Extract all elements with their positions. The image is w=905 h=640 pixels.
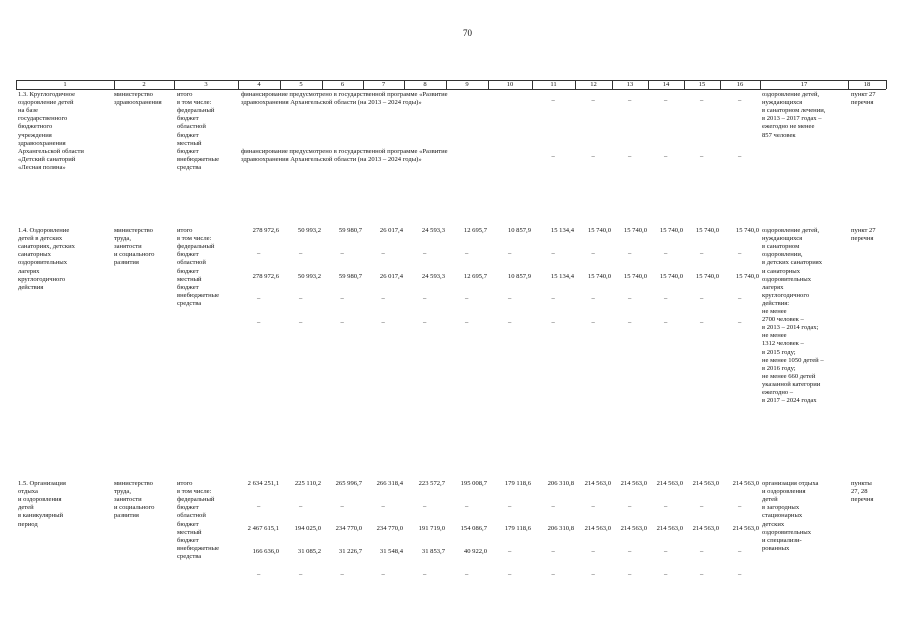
funding-source-label: средства	[177, 299, 202, 307]
financing-note: финансирование предусмотрено в государственной программе «Развитие	[241, 148, 448, 155]
dash-cell: –	[551, 571, 555, 578]
funding-source-label: бюджет	[177, 504, 199, 512]
value-cell: 26 017,4	[379, 227, 403, 234]
value-cell: 59 980,7	[338, 273, 362, 280]
value-cell: 12 695,7	[463, 227, 487, 234]
expected-result: и оздоровления	[762, 488, 806, 496]
dash-cell: –	[423, 250, 427, 257]
value-cell: 26 017,4	[379, 273, 403, 280]
expected-result: не менее	[762, 308, 787, 315]
value-cell: 10 857,9	[507, 273, 531, 280]
dash-cell: –	[381, 295, 385, 302]
funding-source-label: федеральный	[177, 496, 215, 504]
dash-cell: –	[299, 503, 303, 510]
funding-source-label: федеральный	[177, 243, 215, 251]
row-title: учреждения	[18, 131, 52, 139]
header-cell: 5	[299, 81, 303, 88]
dash-cell: –	[591, 250, 595, 257]
dash-cell: –	[465, 503, 469, 510]
dash-cell: –	[628, 319, 632, 326]
value-cell: 214 563,0	[584, 480, 611, 487]
dash-cell: –	[551, 503, 555, 510]
value-cell: 15 134,4	[550, 227, 574, 234]
dash-cell: –	[664, 250, 668, 257]
expected-result: ежегодно –	[762, 389, 794, 396]
responsible-executor: министерство	[114, 91, 153, 98]
expected-result: в санаторном лечении,	[762, 107, 826, 115]
dash-cell: –	[508, 295, 512, 302]
dash-cell: –	[551, 319, 555, 326]
value-cell: 179 118,6	[504, 480, 531, 487]
reference: перечня	[851, 235, 874, 243]
dash-cell: –	[508, 571, 512, 578]
row-title: детей в детских	[18, 235, 63, 243]
header-cell: 6	[340, 81, 345, 88]
value-cell: 15 134,4	[550, 273, 574, 280]
value-cell: 214 563,0	[656, 480, 683, 487]
dash-cell: –	[664, 295, 668, 302]
funding-source-label: бюджет	[177, 251, 199, 259]
value-cell: 50 993,2	[297, 227, 321, 234]
dash-cell: –	[551, 250, 555, 257]
row-title: государственного	[18, 115, 68, 123]
row-title: Архангельской области	[18, 147, 84, 155]
value-cell: 24 593,3	[421, 227, 445, 234]
expected-result: в детских санаториях	[762, 259, 823, 267]
dash-cell: –	[257, 571, 261, 578]
header-cell: 3	[204, 81, 208, 88]
dash-cell: –	[628, 548, 632, 555]
row-title: 1.3. Круглогодичное	[18, 91, 76, 98]
dash-cell: –	[340, 295, 344, 302]
responsible-executor: развития	[114, 512, 139, 520]
value-cell: 59 980,7	[338, 227, 362, 234]
header-cell: 1	[63, 81, 67, 88]
dash-cell: –	[700, 548, 704, 555]
dash-cell: –	[465, 295, 469, 302]
dash-cell: –	[700, 97, 704, 104]
reference: пункты	[851, 480, 872, 487]
value-cell: 191 719,0	[418, 525, 445, 532]
dash-cell: –	[340, 319, 344, 326]
expected-result: ежегодно не менее	[762, 123, 815, 131]
row-title: детей	[18, 504, 34, 512]
funding-source-label: итого	[177, 91, 193, 98]
dash-cell: –	[738, 319, 742, 326]
value-cell: 15 740,0	[695, 273, 719, 280]
value-cell: 206 310,8	[547, 525, 574, 532]
funding-source-label: итого	[177, 480, 193, 487]
dash-cell: –	[738, 295, 742, 302]
value-cell: 15 740,0	[623, 227, 647, 234]
row-title: на базе	[18, 107, 38, 115]
value-cell: 31 085,2	[297, 548, 321, 555]
funding-source-label: внебюджетные	[177, 291, 220, 299]
dash-cell: –	[257, 503, 261, 510]
dash-cell: –	[738, 97, 742, 104]
value-cell: 40 922,0	[463, 548, 487, 555]
value-cell: 31 548,4	[379, 548, 403, 555]
dash-cell: –	[664, 97, 668, 104]
dash-cell: –	[738, 548, 742, 555]
financing-note: финансирование предусмотрено в государственной программе «Развитие	[241, 91, 448, 98]
funding-source-label: внебюджетные	[177, 155, 220, 163]
value-cell: 265 996,7	[335, 480, 362, 487]
dash-cell: –	[299, 571, 303, 578]
funding-source-label: местный	[177, 275, 202, 283]
responsible-executor: труда,	[114, 488, 131, 496]
dash-cell: –	[508, 548, 512, 555]
value-cell: 278 972,6	[252, 273, 279, 280]
expected-result: нуждающихся	[762, 99, 803, 107]
dash-cell: –	[700, 319, 704, 326]
value-cell: 223 572,7	[418, 480, 445, 487]
expected-result: 2700 человек –	[762, 316, 804, 324]
value-cell: 31 226,7	[338, 548, 362, 555]
expected-result: оздоровительных	[762, 528, 812, 536]
dash-cell: –	[628, 153, 632, 160]
dash-cell: –	[591, 571, 595, 578]
row-title: санаторных	[18, 251, 51, 259]
value-cell: 194 025,0	[294, 525, 321, 532]
row-title: санаториях, детских	[18, 243, 75, 251]
responsible-executor: развития	[114, 259, 139, 267]
expected-result: стационарных	[762, 512, 803, 520]
dash-cell: –	[551, 97, 555, 104]
funding-source-label: федеральный	[177, 107, 215, 115]
reference: пункт 27	[851, 91, 876, 98]
dash-cell: –	[664, 571, 668, 578]
header-cell: 18	[863, 81, 871, 88]
header-cell: 8	[423, 81, 427, 88]
header-cell: 2	[142, 81, 146, 88]
dash-cell: –	[465, 571, 469, 578]
dash-cell: –	[591, 503, 595, 510]
expected-result: организация отдыха	[762, 480, 819, 487]
dash-cell: –	[628, 250, 632, 257]
header-cell: 7	[381, 81, 386, 88]
dash-cell: –	[508, 503, 512, 510]
value-cell: 15 740,0	[623, 273, 647, 280]
row-title: бюджетного	[18, 123, 53, 131]
expected-result: круглогодичного	[762, 291, 810, 299]
dash-cell: –	[381, 571, 385, 578]
dash-cell: –	[700, 571, 704, 578]
dash-cell: –	[299, 250, 303, 257]
dash-cell: –	[423, 319, 427, 326]
dash-cell: –	[340, 571, 344, 578]
page-number: 70	[463, 28, 472, 38]
financing-note: здравоохранения Архангельской области (на 2013 – 2024 годы)»	[241, 156, 422, 164]
funding-source-label: бюджет	[177, 147, 199, 155]
funding-source-label: бюджет	[177, 115, 199, 123]
expected-result: лагерях	[762, 283, 784, 291]
dash-cell: –	[257, 250, 261, 257]
value-cell: 214 563,0	[620, 525, 647, 532]
value-cell: 214 563,0	[732, 525, 759, 532]
dash-cell: –	[551, 295, 555, 302]
value-cell: 2 634 251,1	[247, 480, 279, 487]
header-cell: 9	[465, 81, 469, 88]
expected-result: и специализи-	[762, 536, 802, 544]
dash-cell: –	[738, 153, 742, 160]
value-cell: 225 110,2	[294, 480, 321, 487]
row-title: здравоохранения	[18, 139, 66, 147]
expected-result: в загородных	[762, 504, 800, 512]
value-cell: 10 857,9	[507, 227, 531, 234]
value-cell: 31 853,7	[421, 548, 445, 555]
dash-cell: –	[628, 97, 632, 104]
dash-cell: –	[738, 250, 742, 257]
value-cell: 24 593,3	[421, 273, 445, 280]
header-cell: 14	[662, 81, 670, 88]
dash-cell: –	[700, 250, 704, 257]
value-cell: 154 086,7	[460, 525, 487, 532]
financing-note: здравоохранения Архангельской области (на 2013 – 2024 годы)»	[241, 99, 422, 107]
expected-result: в 2013 – 2014 годах;	[762, 324, 819, 332]
expected-result: 857 человек	[762, 131, 796, 139]
funding-source-label: областной	[177, 259, 206, 267]
expected-result: не менее 1050 детей –	[762, 356, 824, 364]
dash-cell: –	[628, 295, 632, 302]
value-cell: 214 563,0	[692, 525, 719, 532]
value-cell: 179 118,6	[504, 525, 531, 532]
value-cell: 15 740,0	[695, 227, 719, 234]
value-cell: 166 636,0	[252, 548, 279, 555]
reference: перечня	[851, 496, 874, 504]
dash-cell: –	[423, 295, 427, 302]
header-cell: 4	[257, 81, 261, 88]
value-cell: 15 740,0	[659, 227, 683, 234]
value-cell: 214 563,0	[692, 480, 719, 487]
funding-source-label: бюджет	[177, 267, 199, 275]
responsible-executor: и социального	[114, 504, 155, 512]
value-cell: 214 563,0	[656, 525, 683, 532]
dash-cell: –	[257, 319, 261, 326]
funding-source-label: местный	[177, 139, 202, 147]
dash-cell: –	[591, 548, 595, 555]
dash-cell: –	[664, 548, 668, 555]
dash-cell: –	[738, 571, 742, 578]
header-cell: 10	[506, 81, 514, 88]
dash-cell: –	[628, 503, 632, 510]
row-title: действия	[18, 283, 44, 291]
row-title: и оздоровления	[18, 496, 62, 504]
value-cell: 15 740,0	[659, 273, 683, 280]
header-cell: 13	[626, 81, 634, 88]
funding-source-label: в том числе:	[177, 488, 212, 496]
dash-cell: –	[700, 503, 704, 510]
expected-result: в 2015 году;	[762, 348, 796, 356]
dash-cell: –	[381, 503, 385, 510]
value-cell: 234 770,0	[335, 525, 362, 532]
row-title: в каникулярный	[18, 512, 64, 520]
funding-source-label: бюджет	[177, 520, 199, 528]
expected-result: нуждающихся	[762, 235, 803, 243]
expected-result: детей	[762, 496, 778, 504]
header-cell: 16	[736, 81, 744, 88]
dash-cell: –	[340, 503, 344, 510]
dash-cell: –	[423, 503, 427, 510]
dash-cell: –	[591, 319, 595, 326]
funding-source-label: областной	[177, 123, 206, 131]
value-cell: 15 740,0	[735, 273, 759, 280]
dash-cell: –	[700, 295, 704, 302]
row-title: лагерях	[18, 267, 40, 275]
responsible-executor: труда,	[114, 235, 131, 243]
dash-cell: –	[551, 153, 555, 160]
value-cell: 15 740,0	[735, 227, 759, 234]
value-cell: 234 770,0	[376, 525, 403, 532]
funding-source-label: местный	[177, 528, 202, 536]
value-cell: 206 310,8	[547, 480, 574, 487]
value-cell: 214 563,0	[584, 525, 611, 532]
funding-source-label: итого	[177, 227, 193, 234]
dash-cell: –	[299, 319, 303, 326]
expected-result: оздоровлении,	[762, 251, 803, 259]
expected-result: в 2017 – 2024 годах	[762, 397, 817, 405]
expected-result: в 2016 году;	[762, 364, 796, 372]
row-title: отдыха	[18, 488, 38, 496]
responsible-executor: и социального	[114, 251, 155, 259]
row-title: круглогодичного	[18, 275, 66, 283]
expected-result: оздоровление детей,	[762, 227, 820, 234]
header-cell: 15	[698, 81, 706, 88]
expected-result: в санаторном	[762, 243, 800, 251]
row-title: 1.5. Организация	[18, 480, 66, 487]
dash-cell: –	[381, 319, 385, 326]
row-title: оздоровление детей	[18, 99, 74, 107]
dash-cell: –	[508, 250, 512, 257]
expected-result: не менее	[762, 332, 787, 340]
dash-cell: –	[340, 250, 344, 257]
responsible-executor: занятости	[114, 496, 142, 504]
expected-result: действия:	[762, 299, 790, 307]
expected-result: и санаторных	[762, 267, 801, 275]
funding-source-label: в том числе:	[177, 99, 212, 107]
dash-cell: –	[591, 295, 595, 302]
column-divider	[886, 80, 887, 89]
dash-cell: –	[381, 250, 385, 257]
value-cell: 278 972,6	[252, 227, 279, 234]
value-cell: 2 467 615,1	[247, 525, 279, 532]
value-cell: 50 993,2	[297, 273, 321, 280]
dash-cell: –	[591, 97, 595, 104]
table-header-border	[16, 89, 886, 90]
dash-cell: –	[465, 319, 469, 326]
expected-result: оздоровительных	[762, 275, 812, 283]
reference: пункт 27	[851, 227, 876, 234]
responsible-executor: министерство	[114, 227, 153, 234]
header-cell: 17	[800, 81, 808, 88]
funding-source-label: бюджет	[177, 536, 199, 544]
dash-cell: –	[628, 571, 632, 578]
funding-source-label: средства	[177, 552, 202, 560]
funding-source-label: средства	[177, 163, 202, 171]
funding-source-label: в том числе:	[177, 235, 212, 243]
dash-cell: –	[508, 319, 512, 326]
header-cell: 11	[550, 81, 557, 88]
funding-source-label: бюджет	[177, 131, 199, 139]
dash-cell: –	[664, 153, 668, 160]
funding-source-label: внебюджетные	[177, 544, 220, 552]
row-title: период	[18, 520, 38, 528]
reference: перечня	[851, 99, 874, 107]
value-cell: 266 318,4	[376, 480, 403, 487]
expected-result: не менее 660 детей	[762, 372, 816, 380]
dash-cell: –	[257, 295, 261, 302]
dash-cell: –	[664, 503, 668, 510]
expected-result: в 2013 – 2017 годах –	[762, 115, 822, 123]
expected-result: детских	[762, 520, 785, 528]
responsible-executor: здравоохранения	[114, 99, 162, 107]
expected-result: 1312 человек –	[762, 340, 804, 348]
dash-cell: –	[423, 571, 427, 578]
expected-result: рованных	[762, 544, 790, 552]
row-title: «Детский санаторий	[18, 155, 76, 163]
value-cell: 15 740,0	[587, 227, 611, 234]
funding-source-label: областной	[177, 512, 206, 520]
dash-cell: –	[465, 250, 469, 257]
responsible-executor: занятости	[114, 243, 142, 251]
header-cell: 12	[590, 81, 597, 88]
value-cell: 195 008,7	[460, 480, 487, 487]
reference: 27, 28	[851, 488, 868, 496]
dash-cell: –	[299, 295, 303, 302]
row-title: оздоровительных	[18, 259, 68, 267]
value-cell: 214 563,0	[620, 480, 647, 487]
dash-cell: –	[738, 503, 742, 510]
funding-source-label: бюджет	[177, 283, 199, 291]
dash-cell: –	[551, 548, 555, 555]
responsible-executor: министерство	[114, 480, 153, 487]
row-title: 1.4. Оздоровление	[18, 227, 70, 234]
dash-cell: –	[591, 153, 595, 160]
expected-result: указанной категории	[762, 380, 821, 388]
dash-cell: –	[700, 153, 704, 160]
row-title: «Лесная поляна»	[18, 163, 66, 171]
expected-result: оздоровление детей,	[762, 91, 820, 98]
dash-cell: –	[664, 319, 668, 326]
value-cell: 12 695,7	[463, 273, 487, 280]
value-cell: 15 740,0	[587, 273, 611, 280]
value-cell: 214 563,0	[732, 480, 759, 487]
